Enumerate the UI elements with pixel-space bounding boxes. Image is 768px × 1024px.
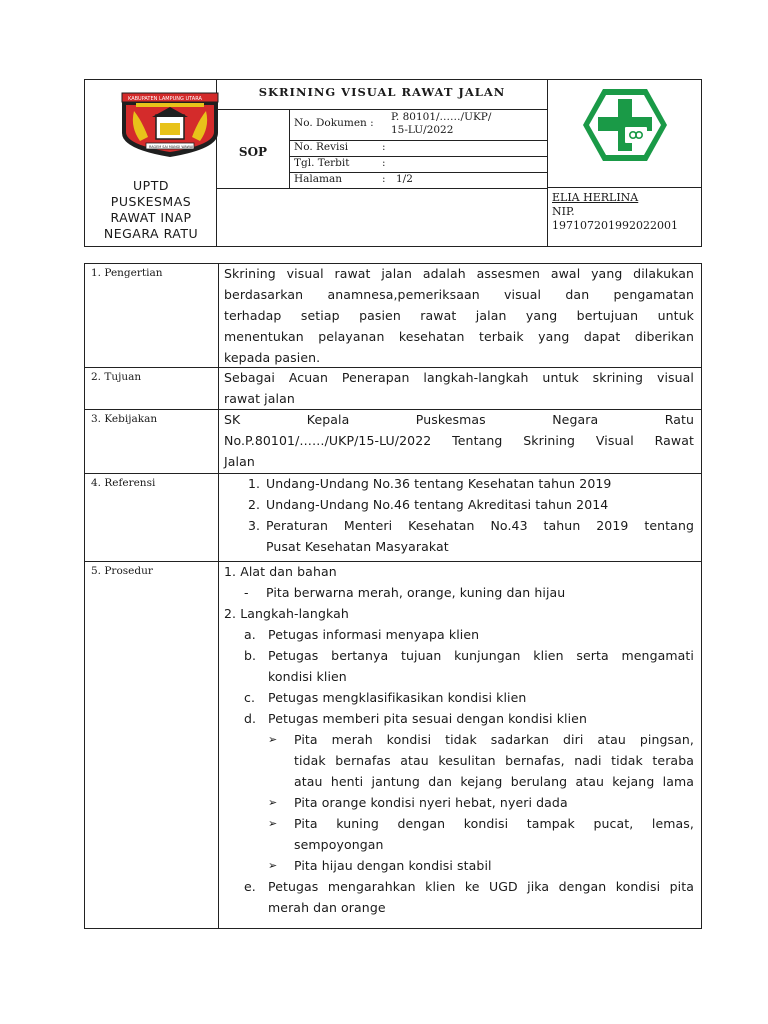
item-text-cont: Pusat Kesehatan Masyarakat — [266, 539, 449, 554]
blank-cell — [217, 188, 548, 246]
field-sep: : — [382, 157, 386, 169]
field-tgl-terbit — [290, 157, 548, 173]
field-halaman — [290, 173, 548, 189]
field-sep: : — [382, 141, 386, 153]
ribbon-bullet — [224, 813, 694, 855]
step-text: Petugas bertanya tujuan kunjungan klien serta mengamati — [268, 648, 694, 663]
bullet-line: sempoyongan — [294, 837, 384, 852]
text-line: No.P.80101/……/UKP/15-LU/2022 Tentang Skrining Visual Rawat — [224, 433, 694, 448]
signer-cell — [548, 188, 701, 246]
bullet-line: atau henti jantung dan kejang berulang atau kejang lama — [294, 774, 694, 789]
regency-emblem-icon — [118, 89, 222, 159]
text-line: berdasarkan anamnesa,pemeriksaan visual dan pengamatan — [224, 287, 694, 302]
ribbon-bullet — [224, 855, 694, 876]
step-marker: e. — [244, 879, 256, 894]
signer-nip: 197107201992022001 — [552, 219, 678, 232]
item-number: 2. — [248, 497, 261, 512]
field-value-line: P. 80101/……/UKP/ — [391, 111, 492, 123]
field-no-revisi — [290, 141, 548, 157]
item-text: Undang-Undang No.46 tentang Akreditasi tahun 2014 — [266, 497, 609, 512]
sop-content-table — [84, 263, 702, 929]
org-cell — [85, 80, 217, 246]
step-marker: c. — [244, 690, 256, 705]
section-label-pengertian: 1. Pengertian — [91, 267, 163, 279]
ribbon-bullet — [224, 729, 694, 792]
text-line: terhadap setiap pasien rawat jalan yang bertujuan untuk — [224, 308, 694, 323]
step-text-cont: kondisi klien — [268, 669, 347, 684]
field-label: No. Dokumen : — [294, 117, 374, 129]
step-item — [224, 645, 694, 666]
alat-text: Pita berwarna merah, orange, kuning dan hijau — [266, 585, 566, 600]
signer-nip-label: NIP. — [552, 205, 575, 218]
reference-item — [248, 515, 694, 536]
reference-item — [248, 473, 694, 494]
step-text: Petugas informasi menyapa klien — [268, 627, 480, 642]
signer-name: ELIA HERLINA — [552, 191, 639, 204]
emblem-motto: RAGEM SAI MANGI WAWAI — [149, 145, 194, 149]
step-marker: b. — [244, 648, 257, 663]
arrow-bullet-icon: ➢ — [268, 796, 278, 809]
bullet-line: tidak bernafas atau kesulitan bernafas, nadi tidak teraba — [294, 753, 694, 768]
text-line: SK Kepala Puskesmas Negara Ratu — [224, 412, 694, 427]
text-line: kepada pasien. — [224, 350, 321, 365]
prosedur-heading: 1. Alat dan bahan — [224, 564, 337, 579]
puskesmas-logo-cell — [548, 80, 701, 188]
item-text: Peraturan Menteri Kesehatan No.43 tahun 2019 tentang — [266, 518, 694, 533]
field-sep: : — [382, 173, 386, 185]
tujuan-text — [224, 367, 694, 409]
step-text-cont: merah dan orange — [268, 900, 386, 915]
text-line: rawat jalan — [224, 391, 295, 406]
pengertian-text — [224, 263, 694, 368]
step-marker: d. — [244, 711, 257, 726]
step-text: Petugas memberi pita sesuai dengan kondisi klien — [268, 711, 587, 726]
text-line: Sebagai Acuan Penerapan langkah-langkah untuk skrining visual — [224, 370, 694, 385]
sop-header-table — [84, 79, 702, 247]
column-divider — [218, 264, 219, 928]
section-label-kebijakan: 3. Kebijakan — [91, 413, 158, 425]
sop-cell — [217, 110, 290, 189]
field-value-line: 15-LU/2022 — [391, 124, 454, 136]
referensi-list — [248, 473, 694, 557]
title-cell — [217, 80, 548, 110]
field-label: Tgl. Terbit — [294, 157, 350, 169]
step-text: Petugas mengarahkan klien ke UGD jika dengan kondisi pita — [268, 879, 694, 894]
org-line: UPTD — [133, 178, 169, 193]
prosedur-content — [224, 561, 694, 918]
item-text: Undang-Undang No.36 tentang Kesehatan tahun 2019 — [266, 476, 612, 491]
dash-marker: - — [244, 585, 249, 600]
signer-block — [552, 191, 678, 233]
field-label: No. Revisi — [294, 141, 349, 153]
section-label-prosedur: 5. Prosedur — [91, 565, 153, 577]
step-text: Petugas mengklasifikasikan kondisi klien — [268, 690, 527, 705]
reference-item — [248, 494, 694, 515]
arrow-bullet-icon: ➢ — [268, 817, 278, 830]
item-number: 1. — [248, 476, 261, 491]
section-label-referensi: 4. Referensi — [91, 477, 156, 489]
org-line: NEGARA RATU — [103, 226, 199, 241]
kebijakan-text — [224, 409, 694, 472]
org-line: RAWAT INAP — [110, 210, 192, 225]
org-name — [85, 178, 217, 242]
ribbon-bullet — [224, 792, 694, 813]
org-line: PUSKESMAS — [110, 194, 192, 209]
prosedur-heading: 2. Langkah-langkah — [224, 606, 349, 621]
arrow-bullet-icon: ➢ — [268, 733, 278, 746]
text-line: menentukan pelayanan kesehatan terbaik yang dapat diberikan — [224, 329, 694, 344]
alat-item — [224, 582, 694, 603]
field-value: 1/2 — [396, 173, 413, 185]
text-line: Jalan — [224, 454, 255, 469]
text-line: Skrining visual rawat jalan adalah assesmen awal yang dilakukan — [224, 266, 694, 281]
bullet-line: Pita orange kondisi nyeri hebat, nyeri dada — [294, 795, 568, 810]
field-no-dokumen — [290, 110, 548, 141]
step-marker: a. — [244, 627, 256, 642]
step-item — [224, 876, 694, 897]
sop-label: SOP — [238, 145, 268, 159]
field-value — [391, 111, 491, 137]
bullet-line: Pita kuning dengan kondisi tampak pucat, lemas, — [294, 816, 694, 831]
step-item — [224, 624, 694, 645]
arrow-bullet-icon: ➢ — [268, 859, 278, 872]
puskesmas-logo-icon — [581, 87, 669, 163]
document-title: SKRINING VISUAL RAWAT JALAN — [258, 85, 506, 99]
section-label-tujuan: 2. Tujuan — [91, 371, 142, 383]
step-item — [224, 687, 694, 708]
field-label: Halaman — [294, 173, 343, 185]
item-number: 3. — [248, 518, 261, 533]
bullet-line: Pita hijau dengan kondisi stabil — [294, 858, 492, 873]
bullet-line: Pita merah kondisi tidak sadarkan diri atau pingsan, — [294, 732, 694, 747]
emblem-label: KABUPATEN LAMPUNG UTARA — [128, 96, 202, 102]
step-item — [224, 708, 694, 729]
